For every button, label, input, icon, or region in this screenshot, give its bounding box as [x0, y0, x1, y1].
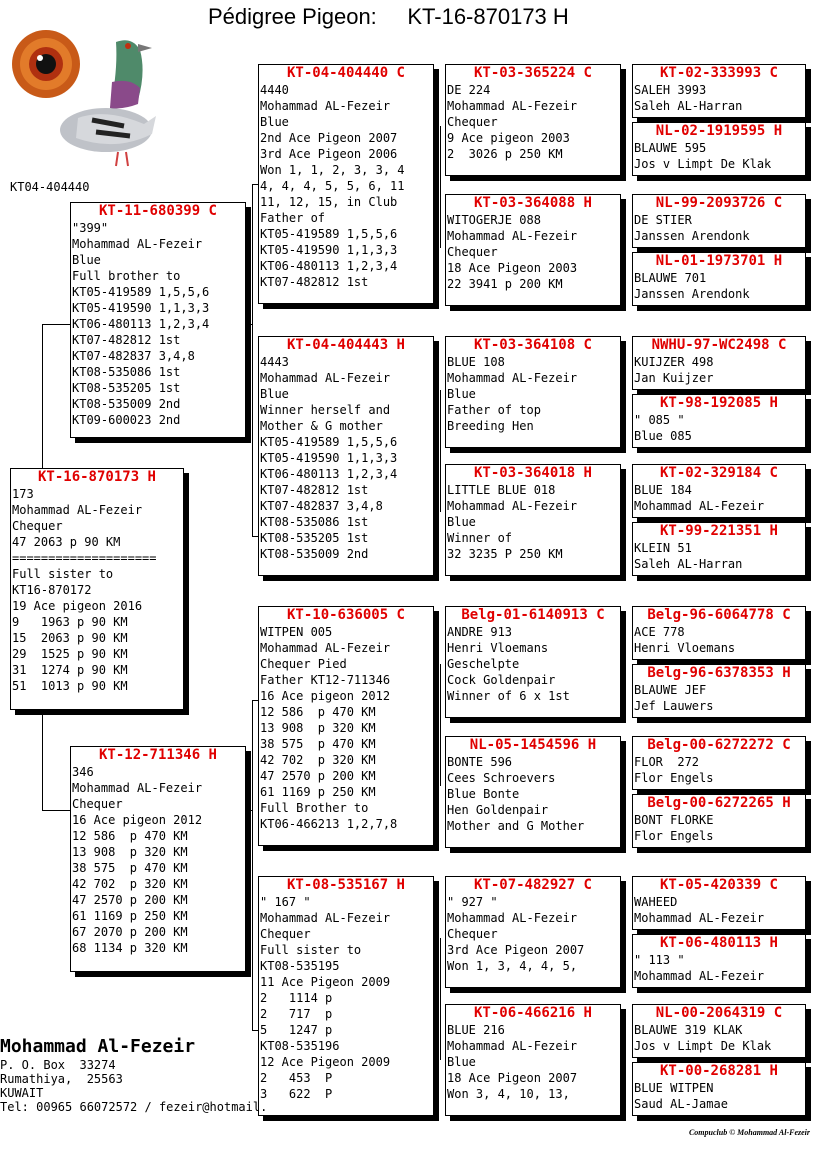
info-line: Cees Schroevers [447, 771, 556, 785]
info-line: Chequer [447, 927, 498, 941]
ring-number: KT-99-221351 H [659, 523, 778, 539]
pedigree-box-gen3 [445, 606, 621, 718]
owner-address-line: P. O. Box 33274 [0, 1058, 116, 1072]
pedigree-box-gen4 [632, 606, 806, 660]
info-line: BLUE 108 [447, 355, 505, 369]
info-line: Chequer [447, 245, 498, 259]
info-line: Mohammad AL-Fezeir [260, 99, 391, 113]
info-line: BLAUWE JEF [634, 683, 707, 697]
info-line: DE 224 [447, 83, 491, 97]
info-line: Janssen Arendonk [634, 287, 750, 301]
pedigree-box-gen4 [632, 934, 806, 988]
info-line: 9 Ace pigeon 2003 [447, 131, 570, 145]
info-line: KT08-535195 [260, 959, 340, 973]
pedigree-box-gen4 [632, 336, 806, 390]
connector-line [440, 390, 441, 512]
info-line: Chequer Pied [260, 657, 347, 671]
info-line: 16 Ace pigeon 2012 [260, 689, 391, 703]
info-line: Mohammad AL-Fezeir [634, 911, 765, 925]
info-line: KT08-535205 1st [260, 531, 369, 545]
pedigree-box-gen4 [632, 522, 806, 576]
info-line: 68 1134 p 320 KM [72, 941, 188, 955]
info-line: BONTE 596 [447, 755, 513, 769]
ring-number: KT-10-636005 C [286, 607, 405, 623]
info-line: KLEIN 51 [634, 541, 692, 555]
connector-line [252, 700, 253, 1030]
info-line: KT06-480113 1,2,3,4 [260, 259, 398, 273]
ring-number: NL-05-1454596 H [469, 737, 597, 753]
info-line: BLAUWE 701 [634, 271, 707, 285]
info-line: BONT FLORKE [634, 813, 714, 827]
info-line: Blue [72, 253, 101, 267]
info-line: KT08-535086 1st [72, 365, 181, 379]
pedigree-box-gen4 [632, 194, 806, 248]
info-line: 2 3026 p 250 KM [447, 147, 563, 161]
info-line: KT09-600023 2nd [72, 413, 181, 427]
info-line: KT08-535205 1st [72, 381, 181, 395]
pedigree-box-gen3 [445, 736, 621, 848]
owner-address-line: Rumathiya, 25563 [0, 1072, 123, 1086]
info-line: Mohammad AL-Fezeir [634, 499, 765, 513]
info-line: " 927 " [447, 895, 498, 909]
info-line: Blue 085 [634, 429, 692, 443]
ring-number: Belg-96-6064778 C [647, 607, 791, 623]
pedigree-box-gen4 [632, 64, 806, 118]
connector-line [252, 184, 253, 536]
pigeon-photo [6, 12, 166, 172]
info-line: Hen Goldenpair [447, 803, 549, 817]
ring-number: KT-16-870173 H [37, 469, 156, 485]
pedigree-box-gen4 [632, 876, 806, 930]
connector-line [440, 664, 441, 786]
ring-number: KT-03-364108 C [473, 337, 592, 353]
ring-number: NL-99-2093726 C [655, 195, 783, 211]
pedigree-box-sire [70, 202, 246, 438]
info-line: Won 3, 4, 10, 13, [447, 1087, 570, 1101]
info-line: 2nd Ace Pigeon 2007 [260, 131, 398, 145]
page-title: Pédigree Pigeon: KT-16-870173 H [208, 4, 569, 29]
info-line: 3 622 P [260, 1087, 333, 1101]
pedigree-box-dam [70, 746, 246, 972]
info-line: Blue [447, 515, 476, 529]
info-line: 38 575 p 470 KM [72, 861, 188, 875]
info-line: WITPEN 005 [260, 625, 333, 639]
ring-number: NWHU-97-WC2498 C [651, 337, 787, 353]
info-line: Jef Lauwers [634, 699, 714, 713]
info-line: Saleh AL-Harran [634, 557, 743, 571]
owner-info [0, 1036, 267, 1114]
info-line: 32 3235 P 250 KM [447, 547, 563, 561]
info-line: Mother and G Mother [447, 819, 585, 833]
info-line: BLUE WITPEN [634, 1081, 714, 1095]
info-line: 11 Ace Pigeon 2009 [260, 975, 391, 989]
info-line: " 085 " [634, 413, 685, 427]
pedigree-box-gen4 [632, 252, 806, 306]
info-line: Blue [447, 1055, 476, 1069]
ring-number: KT-04-404440 C [286, 65, 405, 81]
info-line: 4443 [260, 355, 289, 369]
info-line: Geschelpte [447, 657, 520, 671]
info-line: Mohammad AL-Fezeir [260, 371, 391, 385]
info-line: KT08-535009 2nd [260, 547, 369, 561]
ring-number: KT-05-420339 C [659, 877, 778, 893]
connector-line [246, 324, 253, 325]
info-line: " 167 " [260, 895, 311, 909]
info-line: 4440 [260, 83, 289, 97]
info-line: 173 [12, 487, 34, 501]
ring-number: KT-12-711346 H [98, 747, 217, 763]
info-line: 61 1169 p 250 KM [260, 785, 376, 799]
pedigree-box-gen3 [445, 464, 621, 576]
info-line: 15 2063 p 90 KM [12, 631, 128, 645]
info-line: 18 Ace Pigeon 2007 [447, 1071, 578, 1085]
pedigree-box-sire-dam [258, 336, 434, 576]
owner-name: Mohammad Al-Fezeir [0, 1036, 196, 1057]
info-line: Mohammad AL-Fezeir [12, 503, 143, 517]
info-line: KT06-466213 1,2,7,8 [260, 817, 398, 831]
info-line: 3rd Ace Pigeon 2007 [447, 943, 585, 957]
info-line: Blue Bonte [447, 787, 520, 801]
info-line: Chequer [12, 519, 63, 533]
pedigree-box-dam-dam [258, 876, 434, 1116]
ring-number: KT-07-482927 C [473, 877, 592, 893]
info-line: Won 1, 1, 2, 3, 3, 4 [260, 163, 405, 177]
ring-number: KT-02-329184 C [659, 465, 778, 481]
info-line: 67 2070 p 200 KM [72, 925, 188, 939]
info-line: KT07-482812 1st [260, 275, 369, 289]
info-line: ==================== [12, 551, 157, 565]
info-line: Mother & G mother [260, 419, 383, 433]
info-line: 47 2570 p 200 KM [72, 893, 188, 907]
info-line: KT05-419589 1,5,5,6 [72, 285, 210, 299]
info-line: 12 586 p 470 KM [260, 705, 376, 719]
info-line: Cock Goldenpair [447, 673, 556, 687]
info-line: Mohammad AL-Fezeir [447, 499, 578, 513]
connector-line [246, 810, 253, 811]
info-line: Mohammad AL-Fezeir [447, 99, 578, 113]
ring-number: NL-01-1973701 H [655, 253, 783, 269]
pedigree-box-gen4 [632, 794, 806, 848]
info-line: 16 Ace pigeon 2012 [72, 813, 203, 827]
credit-text: Compuclub © Mohammad Al-Fezeir [688, 1128, 810, 1137]
info-line: Mohammad AL-Fezeir [447, 229, 578, 243]
ring-number: KT-06-466216 H [473, 1005, 592, 1021]
pedigree-box-gen4 [632, 736, 806, 790]
ring-number: Belg-00-6272265 H [647, 795, 791, 811]
owner-contact-line: Tel: 00965 66072572 / fezeir@hotmail. [0, 1100, 268, 1114]
info-line: KT08-535196 [260, 1039, 340, 1053]
info-line: ANDRE 913 [447, 625, 513, 639]
info-line: Mohammad AL-Fezeir [447, 371, 578, 385]
info-line: 13 908 p 320 KM [260, 721, 376, 735]
pedigree-box-gen4 [632, 1004, 806, 1058]
info-line: LITTLE BLUE 018 [447, 483, 556, 497]
info-line: WITOGERJE 088 [447, 213, 541, 227]
info-line: Mohammad AL-Fezeir [72, 781, 203, 795]
info-line: KT05-419589 1,5,5,6 [260, 435, 398, 449]
pedigree-box-gen4 [632, 1062, 806, 1116]
info-line: KT07-482812 1st [72, 333, 181, 347]
info-line: Flor Engels [634, 771, 714, 785]
ring-number: KT-00-268281 H [659, 1063, 778, 1079]
info-line: KT07-482812 1st [260, 483, 369, 497]
connector-line [440, 938, 441, 1060]
connector-line [440, 126, 441, 248]
info-line: KT16-870172 [12, 583, 92, 597]
info-line: 31 1274 p 90 KM [12, 663, 128, 677]
info-line: 61 1169 p 250 KM [72, 909, 188, 923]
info-line: Chequer [447, 115, 498, 129]
info-line: Saleh AL-Harran [634, 99, 743, 113]
pedigree-box-dam-sire [258, 606, 434, 846]
ring-number: Belg-01-6140913 C [461, 607, 605, 623]
info-line: Jos v Limpt De Klak [634, 1039, 772, 1053]
info-line: Chequer [260, 927, 311, 941]
info-line: 12 Ace Pigeon 2009 [260, 1055, 391, 1069]
info-line: Mohammad AL-Fezeir [72, 237, 203, 251]
info-line: "399" [72, 221, 109, 235]
info-line: ACE 778 [634, 625, 685, 639]
info-line: Won 1, 3, 4, 4, 5, [447, 959, 578, 973]
pedigree-box-gen3 [445, 194, 621, 306]
info-line: Blue [447, 387, 476, 401]
info-line: 18 Ace Pigeon 2003 [447, 261, 578, 275]
ring-number: KT-11-680399 C [98, 203, 217, 219]
info-line: Full brother to [72, 269, 181, 283]
pigeon-icon [6, 12, 166, 172]
info-line: 9 1963 p 90 KM [12, 615, 128, 629]
info-line: KT05-419590 1,1,3,3 [260, 243, 398, 257]
info-line: 42 702 p 320 KM [260, 753, 376, 767]
owner-address-line: KUWAIT [0, 1086, 44, 1100]
info-line: 19 Ace pigeon 2016 [12, 599, 143, 613]
info-line: Jos v Limpt De Klak [634, 157, 772, 171]
pedigree-box-gen3 [445, 1004, 621, 1116]
info-line: 11, 12, 15, in Club [260, 195, 398, 209]
info-line: Winner of [447, 531, 513, 545]
info-line: 4, 4, 4, 5, 5, 6, 11 [260, 179, 405, 193]
info-line: Full Brother to [260, 801, 369, 815]
ring-number: KT-06-480113 H [659, 935, 778, 951]
info-line: Mohammad AL-Fezeir [260, 911, 391, 925]
pedigree-box-gen4 [632, 122, 806, 176]
info-line: 346 [72, 765, 94, 779]
info-line: Mohammad AL-Fezeir [260, 641, 391, 655]
info-line: KT05-419589 1,5,5,6 [260, 227, 398, 241]
connector-line [42, 810, 70, 811]
pedigree-box-gen4 [632, 394, 806, 448]
info-line: KT08-535086 1st [260, 515, 369, 529]
pedigree-box-gen3 [445, 876, 621, 988]
info-line: KT08-535009 2nd [72, 397, 181, 411]
info-line: BLAUWE 319 KLAK [634, 1023, 743, 1037]
connector-line [42, 324, 43, 468]
connector-line [42, 710, 43, 810]
info-line: KT05-419590 1,1,3,3 [72, 301, 210, 315]
connector-line [42, 324, 70, 325]
ring-number: NL-00-2064319 C [655, 1005, 783, 1021]
info-line: 5 1247 p [260, 1023, 333, 1037]
info-line: KT06-480113 1,2,3,4 [260, 467, 398, 481]
info-line: Father of top [447, 403, 541, 417]
info-line: Mohammad AL-Fezeir [634, 969, 765, 983]
info-line: Mohammad AL-Fezeir [447, 911, 578, 925]
info-line: DE STIER [634, 213, 692, 227]
info-line: " 113 " [634, 953, 685, 967]
info-line: 47 2570 p 200 KM [260, 769, 376, 783]
info-line: 51 1013 p 90 KM [12, 679, 128, 693]
info-line: Full sister to [12, 567, 114, 581]
ring-number: Belg-96-6378353 H [647, 665, 791, 681]
ring-number: KT-98-192085 H [659, 395, 778, 411]
info-line: Winner herself and [260, 403, 391, 417]
info-line: Father KT12-711346 [260, 673, 391, 687]
info-line: Saud AL-Jamae [634, 1097, 728, 1111]
info-line: 13 908 p 320 KM [72, 845, 188, 859]
info-line: Father of [260, 211, 326, 225]
pedigree-box-subject [10, 468, 184, 710]
info-line: 3rd Ace Pigeon 2006 [260, 147, 398, 161]
pedigree-box-sire-sire [258, 64, 434, 304]
ring-number: KT-03-364088 H [473, 195, 592, 211]
info-line: Winner of 6 x 1st [447, 689, 570, 703]
info-line: 22 3941 p 200 KM [447, 277, 563, 291]
info-line: Mohammad AL-Fezeir [447, 1039, 578, 1053]
info-line: SALEH 3993 [634, 83, 707, 97]
info-line: 42 702 p 320 KM [72, 877, 188, 891]
info-line: Full sister to [260, 943, 362, 957]
info-line: 47 2063 p 90 KM [12, 535, 121, 549]
ring-number: KT-04-404443 H [286, 337, 405, 353]
info-line: Blue [260, 115, 289, 129]
pedigree-box-gen4 [632, 464, 806, 518]
info-line: KT06-480113 1,2,3,4 [72, 317, 210, 331]
info-line: BLAUWE 595 [634, 141, 707, 155]
info-line: 12 586 p 470 KM [72, 829, 188, 843]
info-line: BLUE 184 [634, 483, 692, 497]
info-line: KT07-482837 3,4,8 [260, 499, 383, 513]
photo-caption: KT04-404440 [10, 180, 90, 194]
ring-number: NL-02-1919595 H [655, 123, 783, 139]
info-line: Flor Engels [634, 829, 714, 843]
ring-number: KT-03-364018 H [473, 465, 592, 481]
info-line: 2 717 p [260, 1007, 333, 1021]
info-line: 2 1114 p [260, 991, 333, 1005]
ring-number: KT-08-535167 H [286, 877, 405, 893]
info-line: Breeding Hen [447, 419, 534, 433]
pedigree-box-gen3 [445, 336, 621, 448]
ring-number: Belg-00-6272272 C [647, 737, 791, 753]
info-line: 29 1525 p 90 KM [12, 647, 128, 661]
info-line: BLUE 216 [447, 1023, 505, 1037]
info-line: KUIJZER 498 [634, 355, 714, 369]
info-line: 38 575 p 470 KM [260, 737, 376, 751]
info-line: Henri Vloemans [447, 641, 549, 655]
ring-number: KT-03-365224 C [473, 65, 592, 81]
info-line: KT05-419590 1,1,3,3 [260, 451, 398, 465]
info-line: FLOR 272 [634, 755, 700, 769]
info-line: KT07-482837 3,4,8 [72, 349, 195, 363]
info-line: Jan Kuijzer [634, 371, 714, 385]
info-line: WAHEED [634, 895, 678, 909]
ring-number: KT-02-333993 C [659, 65, 778, 81]
info-line: 2 453 P [260, 1071, 333, 1085]
info-line: Henri Vloemans [634, 641, 736, 655]
info-line: Chequer [72, 797, 123, 811]
info-line: Janssen Arendonk [634, 229, 750, 243]
pedigree-box-gen3 [445, 64, 621, 176]
pedigree-box-gen4 [632, 664, 806, 718]
info-line: Blue [260, 387, 289, 401]
